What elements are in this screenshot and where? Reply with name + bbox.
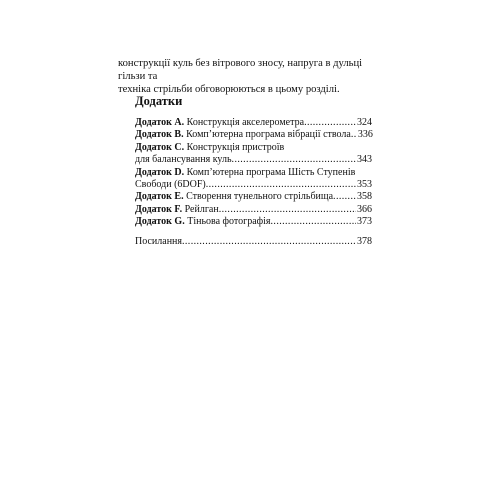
toc-entry-appendix-c xyxy=(135,142,372,167)
toc-entry-title: Рейлган xyxy=(184,203,219,215)
toc-entry-label: Додаток E. xyxy=(135,191,184,203)
toc-entry-label: Додаток C. xyxy=(135,141,185,153)
appendix-heading: Додатки xyxy=(135,94,183,108)
toc-entry-title: Тіньова фотографія xyxy=(187,216,271,228)
toc-entry-page: 373 xyxy=(357,216,372,228)
toc-entry-appendix-b xyxy=(135,129,372,141)
toc-entry-title: Комп’ютерна програма Шість Ступенів xyxy=(186,166,356,178)
toc-entry-appendix-f xyxy=(135,204,372,216)
toc-entry-page: 343 xyxy=(357,154,372,166)
toc-entry-page: 358 xyxy=(357,191,372,203)
intro-line: конструкції куль без вітрового зносу, напруга в дульці гільзи та xyxy=(118,58,363,82)
toc-entry-references xyxy=(135,236,372,248)
toc-entry-label: Додаток F. xyxy=(135,203,183,215)
toc-entry-appendix-d xyxy=(135,167,372,192)
toc-entry-title-continued: Свободи (6DOF) xyxy=(135,179,206,191)
toc-entry-label: Додаток А. xyxy=(135,117,185,128)
toc-entry-appendix-e xyxy=(135,191,372,203)
dot-leader xyxy=(206,179,356,191)
intro-paragraph xyxy=(118,57,390,96)
appendix-toc xyxy=(135,117,372,229)
references-title: Посилання xyxy=(135,236,182,247)
dot-leader xyxy=(219,204,356,216)
toc-entry-label: Додаток G. xyxy=(135,216,185,228)
dot-leader xyxy=(333,191,356,203)
toc-entry-page: 366 xyxy=(357,203,372,215)
toc-entry-appendix-g xyxy=(135,216,372,228)
dot-leader xyxy=(232,154,356,166)
toc-entry-title: Конструкція акселерометра xyxy=(186,117,305,128)
toc-entry-title-continued: для балансування куль xyxy=(135,154,232,166)
toc-entry-title: Комп’ютерна програма вібрації ствола xyxy=(186,129,351,141)
toc-entry-page: 353 xyxy=(357,179,372,191)
toc-entry-appendix-a xyxy=(135,117,372,129)
toc-entry-page: 336 xyxy=(357,129,373,141)
dot-leader xyxy=(182,236,356,248)
toc-entry-page: 324 xyxy=(357,117,372,128)
toc-entry-title: Конструкція пристроїв xyxy=(186,141,285,153)
toc-entry-label: Додаток D. xyxy=(135,166,185,178)
toc-entry-label: Додаток B. xyxy=(135,129,184,141)
references-page: 378 xyxy=(357,236,372,247)
dot-leader xyxy=(304,117,356,129)
toc-entry-title: Створення тунельного стрільбища xyxy=(186,191,334,203)
intro-line: техніка стрільби обговорюються в цьому розділі. xyxy=(118,84,340,95)
dot-leader xyxy=(271,216,356,228)
